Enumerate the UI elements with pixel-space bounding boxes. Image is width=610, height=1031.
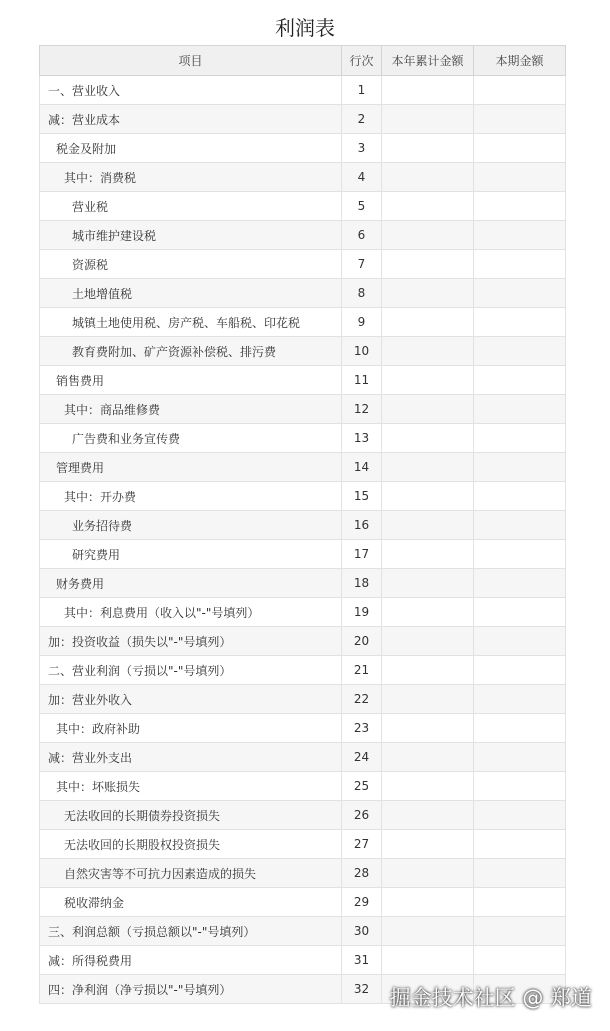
table-row (40, 279, 566, 308)
row-item: 税收滞纳金 (40, 888, 342, 917)
row-item: 其中：政府补助 (40, 714, 342, 743)
row-line-number: 29 (342, 888, 382, 917)
row-current-amount[interactable] (474, 105, 566, 134)
row-ytd-amount[interactable] (382, 279, 474, 308)
row-ytd-amount[interactable] (382, 424, 474, 453)
row-line-number: 24 (342, 743, 382, 772)
row-ytd-amount[interactable] (382, 250, 474, 279)
table-row (40, 946, 566, 975)
row-item: 营业税 (40, 192, 342, 221)
row-item: 其中：消费税 (40, 163, 342, 192)
row-current-amount[interactable] (474, 801, 566, 830)
row-item: 减：营业外支出 (40, 743, 342, 772)
row-ytd-amount[interactable] (382, 337, 474, 366)
row-line-number: 18 (342, 569, 382, 598)
row-line-number: 19 (342, 598, 382, 627)
row-item: 资源税 (40, 250, 342, 279)
row-current-amount[interactable] (474, 279, 566, 308)
row-item: 业务招待费 (40, 511, 342, 540)
page-title: 利润表 (275, 16, 335, 40)
table-row (40, 308, 566, 337)
table-row (40, 569, 566, 598)
table-row (40, 250, 566, 279)
row-line-number: 16 (342, 511, 382, 540)
row-ytd-amount[interactable] (382, 511, 474, 540)
watermark: 掘金技术社区 @ 郑道 (389, 986, 592, 1010)
row-current-amount[interactable] (474, 308, 566, 337)
table-row (40, 337, 566, 366)
row-line-number: 5 (342, 192, 382, 221)
row-current-amount[interactable] (474, 395, 566, 424)
row-item: 城市维护建设税 (40, 221, 342, 250)
row-current-amount[interactable] (474, 221, 566, 250)
row-current-amount[interactable] (474, 482, 566, 511)
row-current-amount[interactable] (474, 946, 566, 975)
row-ytd-amount[interactable] (382, 801, 474, 830)
row-line-number: 31 (342, 946, 382, 975)
column-header-item: 项目 (40, 46, 342, 76)
table-row (40, 366, 566, 395)
table-row (40, 163, 566, 192)
row-line-number: 30 (342, 917, 382, 946)
row-item: 其中：坏账损失 (40, 772, 342, 801)
row-item: 其中：商品维修费 (40, 395, 342, 424)
row-ytd-amount[interactable] (382, 714, 474, 743)
table-row (40, 192, 566, 221)
row-current-amount[interactable] (474, 888, 566, 917)
table-row (40, 482, 566, 511)
row-current-amount[interactable] (474, 569, 566, 598)
row-ytd-amount[interactable] (382, 946, 474, 975)
row-item: 二、营业利润（亏损以"-"号填列） (40, 656, 342, 685)
row-line-number: 10 (342, 337, 382, 366)
row-current-amount[interactable] (474, 134, 566, 163)
row-line-number: 17 (342, 540, 382, 569)
table-row (40, 656, 566, 685)
table-row (40, 714, 566, 743)
row-line-number: 8 (342, 279, 382, 308)
row-ytd-amount[interactable] (382, 76, 474, 105)
row-line-number: 28 (342, 859, 382, 888)
row-current-amount[interactable] (474, 163, 566, 192)
row-item: 其中：开办费 (40, 482, 342, 511)
row-item: 管理费用 (40, 453, 342, 482)
table-row (40, 540, 566, 569)
column-header-line: 行次 (342, 46, 382, 76)
row-line-number: 15 (342, 482, 382, 511)
row-line-number: 26 (342, 801, 382, 830)
row-line-number: 21 (342, 656, 382, 685)
row-item: 四：净利润（净亏损以"-"号填列） (40, 975, 342, 1004)
table-row (40, 830, 566, 859)
row-ytd-amount[interactable] (382, 163, 474, 192)
row-current-amount[interactable] (474, 772, 566, 801)
row-item: 无法收回的长期债券投资损失 (40, 801, 342, 830)
table-row (40, 743, 566, 772)
row-current-amount[interactable] (474, 859, 566, 888)
row-current-amount[interactable] (474, 424, 566, 453)
row-line-number: 13 (342, 424, 382, 453)
table-row (40, 134, 566, 163)
table-row (40, 395, 566, 424)
row-current-amount[interactable] (474, 366, 566, 395)
row-ytd-amount[interactable] (382, 366, 474, 395)
row-item: 教育费附加、矿产资源补偿税、排污费 (40, 337, 342, 366)
row-line-number: 1 (342, 76, 382, 105)
row-current-amount[interactable] (474, 830, 566, 859)
table-row (40, 453, 566, 482)
row-line-number: 32 (342, 975, 382, 1004)
table-row (40, 105, 566, 134)
row-line-number: 23 (342, 714, 382, 743)
row-line-number: 2 (342, 105, 382, 134)
column-header-current: 本期金额 (474, 46, 566, 76)
row-current-amount[interactable] (474, 540, 566, 569)
table-row (40, 685, 566, 714)
table-row (40, 511, 566, 540)
income-statement-table (39, 45, 566, 1004)
table-row (40, 801, 566, 830)
row-line-number: 6 (342, 221, 382, 250)
row-ytd-amount[interactable] (382, 830, 474, 859)
row-ytd-amount[interactable] (382, 482, 474, 511)
row-line-number: 22 (342, 685, 382, 714)
row-line-number: 11 (342, 366, 382, 395)
row-line-number: 20 (342, 627, 382, 656)
row-item: 无法收回的长期股权投资损失 (40, 830, 342, 859)
table-row (40, 627, 566, 656)
row-current-amount[interactable] (474, 192, 566, 221)
table-row (40, 598, 566, 627)
row-line-number: 12 (342, 395, 382, 424)
table-row (40, 76, 566, 105)
row-ytd-amount[interactable] (382, 888, 474, 917)
row-item: 减：营业成本 (40, 105, 342, 134)
row-ytd-amount[interactable] (382, 743, 474, 772)
row-ytd-amount[interactable] (382, 917, 474, 946)
table-row (40, 772, 566, 801)
row-ytd-amount[interactable] (382, 308, 474, 337)
row-line-number: 14 (342, 453, 382, 482)
row-line-number: 4 (342, 163, 382, 192)
row-line-number: 9 (342, 308, 382, 337)
row-item: 销售费用 (40, 366, 342, 395)
row-item: 自然灾害等不可抗力因素造成的损失 (40, 859, 342, 888)
row-line-number: 7 (342, 250, 382, 279)
row-ytd-amount[interactable] (382, 221, 474, 250)
row-ytd-amount[interactable] (382, 453, 474, 482)
row-line-number: 25 (342, 772, 382, 801)
row-item: 广告费和业务宣传费 (40, 424, 342, 453)
row-line-number: 27 (342, 830, 382, 859)
table-row (40, 859, 566, 888)
row-ytd-amount[interactable] (382, 395, 474, 424)
row-item: 减：所得税费用 (40, 946, 342, 975)
table-row (40, 424, 566, 453)
row-item: 财务费用 (40, 569, 342, 598)
row-item: 加：投资收益（损失以"-"号填列） (40, 627, 342, 656)
row-ytd-amount[interactable] (382, 540, 474, 569)
row-current-amount[interactable] (474, 250, 566, 279)
row-ytd-amount[interactable] (382, 656, 474, 685)
row-ytd-amount[interactable] (382, 772, 474, 801)
row-item: 土地增值税 (40, 279, 342, 308)
table-row (40, 917, 566, 946)
row-current-amount[interactable] (474, 685, 566, 714)
row-current-amount[interactable] (474, 76, 566, 105)
row-line-number: 3 (342, 134, 382, 163)
row-item: 研究费用 (40, 540, 342, 569)
row-current-amount[interactable] (474, 337, 566, 366)
row-item: 加：营业外收入 (40, 685, 342, 714)
column-header-ytd: 本年累计金额 (382, 46, 474, 76)
row-item: 一、营业收入 (40, 76, 342, 105)
row-current-amount[interactable] (474, 714, 566, 743)
row-ytd-amount[interactable] (382, 685, 474, 714)
table-header-row (40, 46, 566, 76)
row-current-amount[interactable] (474, 743, 566, 772)
row-current-amount[interactable] (474, 511, 566, 540)
row-ytd-amount[interactable] (382, 627, 474, 656)
row-current-amount[interactable] (474, 917, 566, 946)
row-item: 三、利润总额（亏损总额以"-"号填列） (40, 917, 342, 946)
row-item: 税金及附加 (40, 134, 342, 163)
row-ytd-amount[interactable] (382, 192, 474, 221)
row-ytd-amount[interactable] (382, 105, 474, 134)
table-row (40, 888, 566, 917)
table-row (40, 221, 566, 250)
row-current-amount[interactable] (474, 656, 566, 685)
row-ytd-amount[interactable] (382, 569, 474, 598)
row-current-amount[interactable] (474, 598, 566, 627)
row-current-amount[interactable] (474, 627, 566, 656)
row-item: 其中：利息费用（收入以"-"号填列） (40, 598, 342, 627)
row-ytd-amount[interactable] (382, 598, 474, 627)
row-item: 城镇土地使用税、房产税、车船税、印花税 (40, 308, 342, 337)
row-current-amount[interactable] (474, 453, 566, 482)
row-ytd-amount[interactable] (382, 859, 474, 888)
row-ytd-amount[interactable] (382, 134, 474, 163)
